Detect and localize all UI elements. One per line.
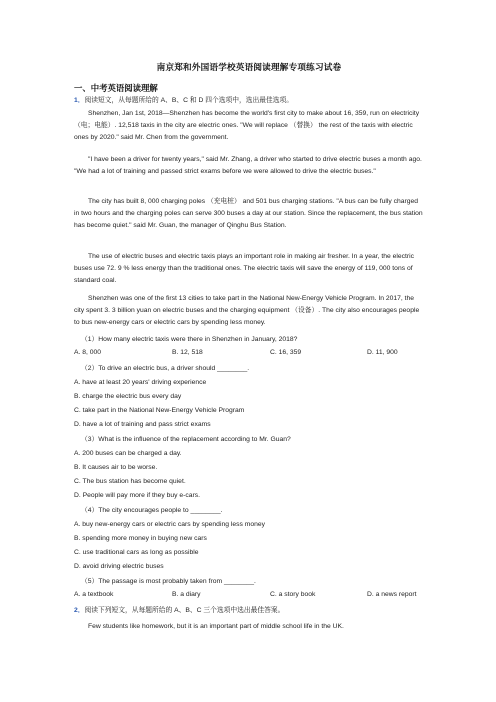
- question-2-instruction: [74, 605, 424, 617]
- subquestion-5-stem: （5）The passage is most probably taken from ________.: [81, 578, 256, 585]
- question-2-instruction-text: 阅读下列短文，从每题所给的 A、B、C 三个选项中选出最佳答案。: [84, 607, 285, 614]
- option-a[interactable]: A. 200 buses can be charged a day.: [74, 450, 182, 457]
- option-d[interactable]: D. have a lot of training and pass strict exams: [74, 421, 211, 428]
- passage-paragraph-4: The use of electric buses and electric taxis plays an important role in making air fresher. In a year, the electric buses use 72. 9 % less energy than the traditional ones. The electric taxis will save the energy of 119, 000 tons of standard coal.: [74, 253, 415, 285]
- option-c[interactable]: C. use traditional cars as long as possible: [74, 549, 199, 556]
- option-b[interactable]: B. 12, 518: [172, 349, 203, 356]
- option-b[interactable]: B. It causes air to be worse.: [74, 464, 158, 471]
- option-d[interactable]: D. People will pay more if they buy e-cars.: [74, 492, 201, 499]
- option-a[interactable]: A. have at least 20 years' driving experience: [74, 379, 207, 386]
- option-c[interactable]: C. The bus station has become quiet.: [74, 478, 186, 485]
- option-d[interactable]: D. a news report: [367, 591, 417, 598]
- option-c[interactable]: C. 16, 359: [270, 349, 302, 356]
- option-b[interactable]: B. a diary: [172, 591, 201, 598]
- passage-2-first-line: Few students like homework, but it is an important part of middle school life in the UK.: [88, 623, 344, 630]
- subquestion-3-stem: （3）What is the influence of the replacement according to Mr. Guan?: [81, 436, 291, 443]
- section-title: 一、中考英语阅读理解: [74, 83, 158, 93]
- question-1-instruction: [74, 95, 424, 107]
- subquestion-1-stem: （1）How many electric taxis were there in Shenzhen in January, 2018?: [81, 336, 298, 343]
- option-c[interactable]: C. a story book: [270, 591, 316, 598]
- option-b[interactable]: B. charge the electric bus every day: [74, 393, 182, 400]
- subquestion-1-options: [74, 349, 424, 361]
- option-d[interactable]: D. avoid driving electric buses: [74, 563, 164, 570]
- passage-paragraph-2: "I have been a driver for twenty years," said Mr. Zhang, a driver who started to drive electric buses a month ago. "We had a lot of training and passed strict exams before we were allowed to drive the electric buses.": [74, 156, 422, 176]
- page-title: 南京郑和外国语学校英语阅读理解专项练习试卷: [156, 63, 342, 73]
- question-2-number: 2．: [74, 607, 85, 614]
- option-a[interactable]: A. 8, 000: [74, 349, 102, 356]
- option-b[interactable]: B. spending more money in buying new cars: [74, 535, 207, 542]
- question-1-number: 1．: [74, 97, 85, 104]
- option-c[interactable]: C. take part in the National New-Energy Vehicle Program: [74, 407, 245, 414]
- subquestion-4-stem: （4）The city encourages people to ________.: [81, 507, 223, 514]
- option-a[interactable]: A. a textbook: [74, 591, 114, 598]
- option-d[interactable]: D. 11, 900: [367, 349, 398, 356]
- question-1-instruction-text: 阅读短文，从每题所给的 A、B、C 和 D 四个选项中，选出最佳选项。: [84, 97, 294, 104]
- passage-paragraph-5: Shenzhen was one of the first 13 cities to take part in the National New-Energy Vehicle Program. In 2017, the city spent 3. 3 billion yuan on electric buses and the charging equipment （设备）. The city also encourages people to bus new-energy cars or electric cars by spending less money.: [74, 295, 420, 327]
- subquestion-5-options: [74, 591, 424, 603]
- passage-paragraph-3: The city has built 8, 000 charging poles （充电桩） and 501 bus charging stations. "A bus can be fully charged in two hours and the charging poles can serve 300 buses a day at our station. Since the replacement, the bus station has become quiet." said Mr. Guan, the manager of Qinghu Bus Station.: [74, 198, 423, 230]
- subquestion-2-stem: （2）To drive an electric bus, a driver should ________.: [81, 365, 250, 372]
- passage-paragraph-1: Shenzhen, Jan 1st, 2018—Shenzhen has become the world's first city to make about 16, 359, run on electricity （电；电能）. 12,518 taxis in the city are electric ones. "We will replace （替换） the rest of the taxis with electric ones by 2020." said Mr. Chen from the government.: [74, 110, 420, 142]
- option-a[interactable]: A. buy new-energy cars or electric cars by spending less money: [74, 521, 265, 528]
